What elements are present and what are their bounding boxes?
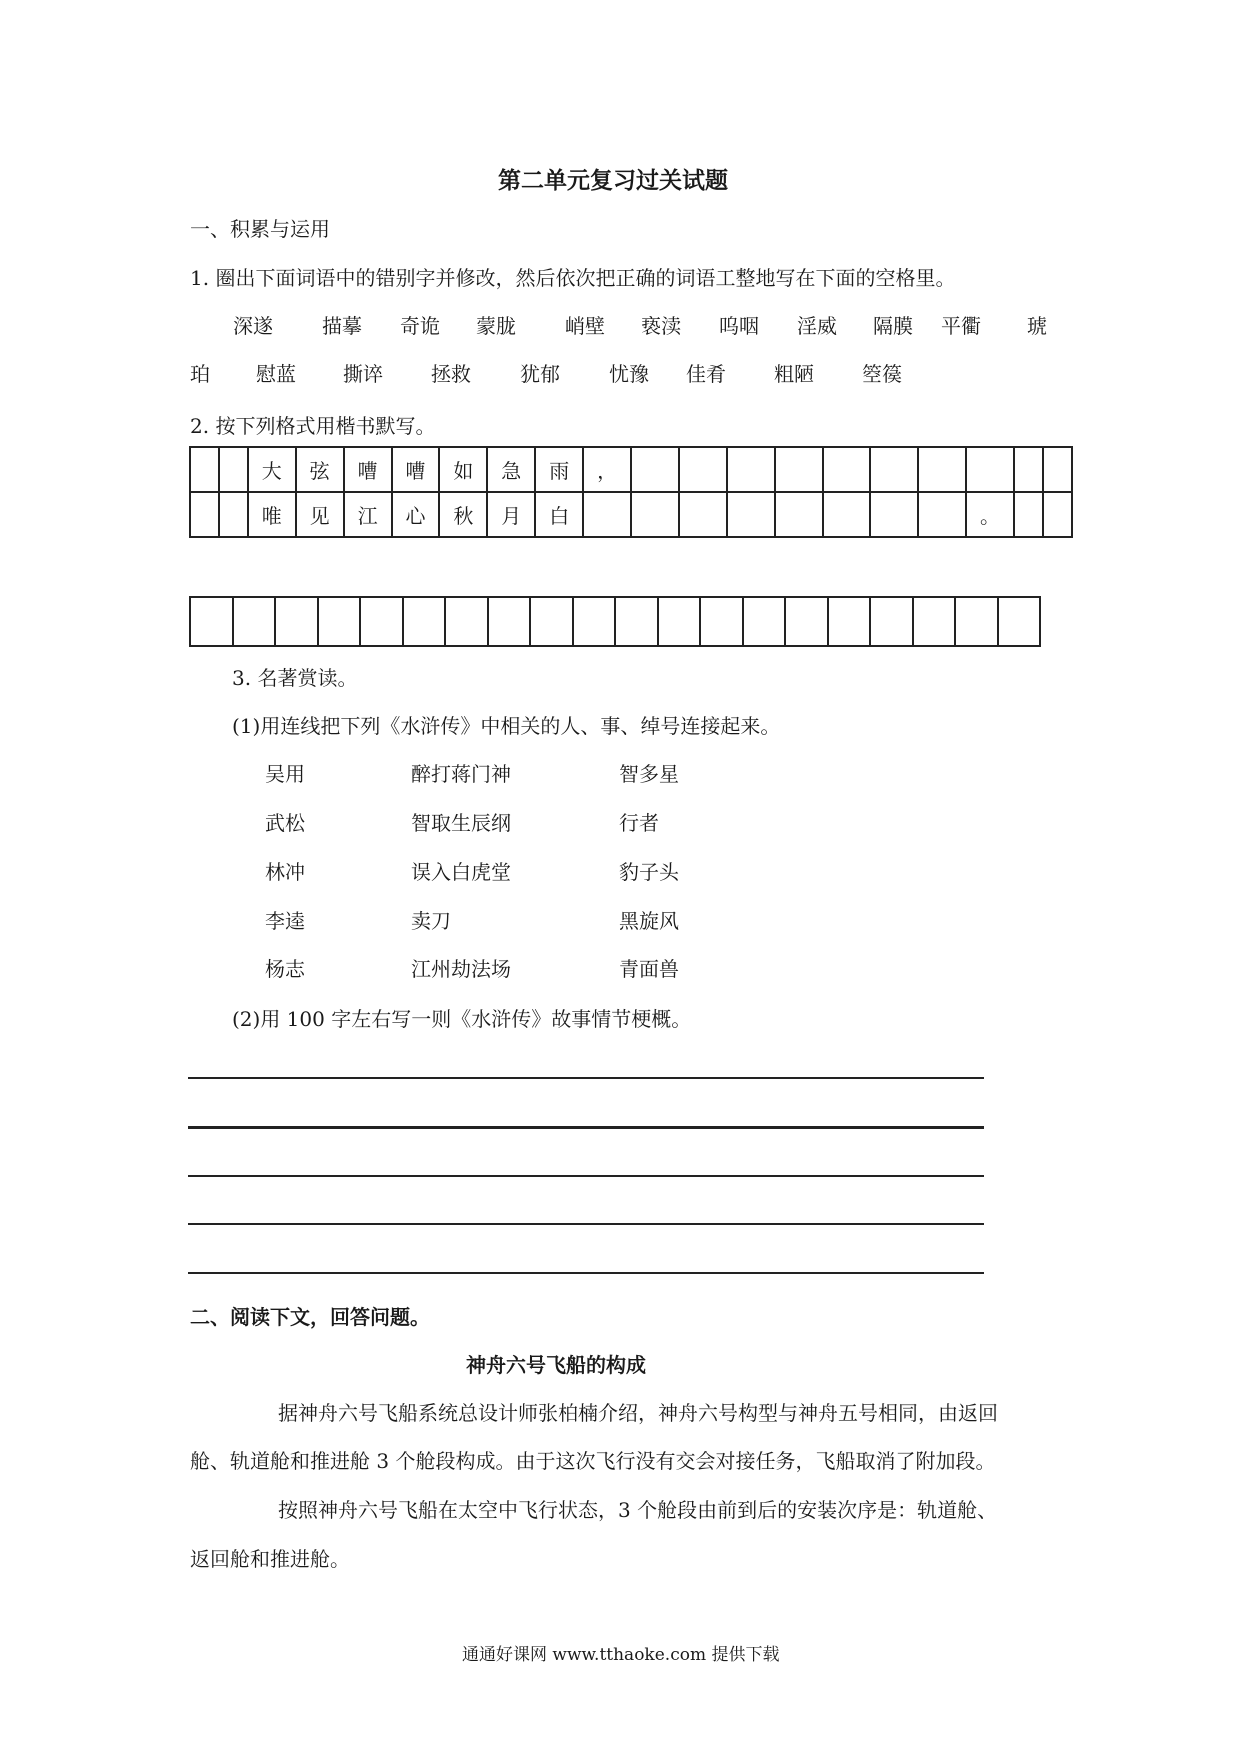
- person-item[interactable]: 吴用: [265, 762, 305, 786]
- grid-cell[interactable]: 秋: [439, 492, 487, 537]
- answer-cell[interactable]: [870, 597, 913, 646]
- grid-cell[interactable]: [918, 447, 966, 492]
- grid-cell[interactable]: 江: [344, 492, 392, 537]
- answer-cell[interactable]: [530, 597, 573, 646]
- grid-cell[interactable]: 嘈: [344, 447, 392, 492]
- word-item: 呜咽: [719, 314, 759, 338]
- answer-cell[interactable]: [615, 597, 658, 646]
- word-item: 平衢: [941, 314, 981, 338]
- answer-line-5: [188, 1272, 984, 1274]
- nickname-item[interactable]: 智多星: [619, 762, 679, 786]
- grid-cell[interactable]: [583, 492, 631, 537]
- dictation-grid: [189, 446, 1073, 538]
- passage-line-3: 按照神舟六号飞船在太空中飞行状态，3 个舱段由前到后的安装次序是：轨道舱、: [278, 1498, 998, 1522]
- grid-cell[interactable]: 白: [535, 492, 583, 537]
- answer-line-4: [188, 1223, 984, 1225]
- event-item[interactable]: 醉打蒋门神: [411, 762, 511, 786]
- grid-cell[interactable]: 如: [439, 447, 487, 492]
- event-item[interactable]: 卖刀: [411, 909, 451, 933]
- answer-cell[interactable]: [318, 597, 361, 646]
- section-1-heading: 一、积累与运用: [190, 217, 330, 241]
- grid-cell[interactable]: [1014, 447, 1043, 492]
- word-item: 描摹: [322, 314, 362, 338]
- grid-cell[interactable]: [679, 447, 727, 492]
- word-item: 撕谇: [343, 362, 383, 386]
- word-item: 箜篌: [862, 362, 902, 386]
- answer-line-3: [188, 1175, 984, 1177]
- word-item: 淫威: [797, 314, 837, 338]
- grid-cell[interactable]: [775, 447, 823, 492]
- footer-text: 通通好课网 www.tthaoke.com 提供下载: [462, 1645, 780, 1665]
- word-item: 佳肴: [686, 362, 726, 386]
- grid-cell[interactable]: [219, 492, 248, 537]
- grid-cell[interactable]: [219, 447, 248, 492]
- answer-cell[interactable]: [700, 597, 743, 646]
- answer-grid: [189, 596, 1041, 647]
- answer-cell[interactable]: [955, 597, 998, 646]
- event-item[interactable]: 误入白虎堂: [411, 860, 511, 884]
- grid-cell[interactable]: [727, 447, 775, 492]
- nickname-item[interactable]: 行者: [619, 811, 659, 835]
- grid-cell[interactable]: [727, 492, 775, 537]
- grid-cell[interactable]: [679, 492, 727, 537]
- word-item: 奇诡: [400, 314, 440, 338]
- grid-cell[interactable]: 心: [392, 492, 440, 537]
- page-title: 第二单元复习过关试题: [498, 168, 728, 194]
- answer-cell[interactable]: [785, 597, 828, 646]
- answer-cell[interactable]: [190, 597, 233, 646]
- word-item: 拯救: [431, 362, 471, 386]
- person-item[interactable]: 杨志: [265, 957, 305, 981]
- answer-cell[interactable]: [743, 597, 786, 646]
- grid-cell[interactable]: [190, 447, 219, 492]
- answer-cell[interactable]: [658, 597, 701, 646]
- grid-cell[interactable]: 嘈: [392, 447, 440, 492]
- nickname-item[interactable]: 黑旋风: [619, 909, 679, 933]
- grid-cell[interactable]: 月: [487, 492, 535, 537]
- word-item: 亵渎: [641, 314, 681, 338]
- answer-cell[interactable]: [445, 597, 488, 646]
- grid-cell[interactable]: [190, 492, 219, 537]
- grid-cell[interactable]: 。: [966, 492, 1014, 537]
- passage-line-1: 据神舟六号飞船系统总设计师张柏楠介绍，神舟六号构型与神舟五号相同，由返回: [278, 1401, 998, 1425]
- question-3-sub-1: (1)用连线把下列《水浒传》中相关的人、事、绰号连接起来。: [232, 714, 781, 738]
- grid-cell[interactable]: [823, 492, 871, 537]
- word-item: 慰蓝: [256, 362, 296, 386]
- grid-cell[interactable]: 见: [296, 492, 344, 537]
- grid-cell[interactable]: [1014, 492, 1043, 537]
- word-item: 蒙胧: [476, 314, 516, 338]
- grid-cell[interactable]: [775, 492, 823, 537]
- section-2-heading: 二、阅读下文，回答问题。: [190, 1305, 430, 1329]
- event-item[interactable]: 江州劫法场: [411, 957, 511, 981]
- grid-cell[interactable]: [1043, 447, 1072, 492]
- person-item[interactable]: 李逵: [265, 909, 305, 933]
- word-item: 粗陋: [774, 362, 814, 386]
- grid-cell[interactable]: [966, 447, 1014, 492]
- word-item: 深遂: [233, 314, 273, 338]
- person-item[interactable]: 林冲: [265, 860, 305, 884]
- grid-cell[interactable]: [870, 492, 918, 537]
- event-item[interactable]: 智取生辰纲: [411, 811, 511, 835]
- grid-cell[interactable]: 雨: [535, 447, 583, 492]
- question-1-text: 1. 圈出下面词语中的错别字并修改，然后依次把正确的词语工整地写在下面的空格里。: [190, 266, 956, 290]
- grid-cell[interactable]: [918, 492, 966, 537]
- answer-cell[interactable]: [828, 597, 871, 646]
- answer-cell[interactable]: [275, 597, 318, 646]
- grid-cell[interactable]: 急: [487, 447, 535, 492]
- nickname-item[interactable]: 豹子头: [619, 860, 679, 884]
- question-3-text: 3. 名著赏读。: [232, 666, 358, 690]
- grid-cell[interactable]: [631, 492, 679, 537]
- word-item: 珀: [190, 362, 210, 386]
- word-item: 琥: [1027, 314, 1047, 338]
- answer-cell[interactable]: [998, 597, 1041, 646]
- grid-cell[interactable]: [870, 447, 918, 492]
- word-item: 犹郁: [520, 362, 560, 386]
- grid-cell[interactable]: [1043, 492, 1072, 537]
- grid-cell[interactable]: 唯: [248, 492, 296, 537]
- word-item: 峭壁: [565, 314, 605, 338]
- answer-line-2: [188, 1126, 984, 1129]
- grid-cell[interactable]: [823, 447, 871, 492]
- answer-line-1: [188, 1077, 984, 1079]
- answer-cell[interactable]: [913, 597, 956, 646]
- word-item: 隔膜: [873, 314, 913, 338]
- answer-cell[interactable]: [360, 597, 403, 646]
- grid-cell[interactable]: 弦: [296, 447, 344, 492]
- answer-cell[interactable]: [403, 597, 446, 646]
- passage-title: 神舟六号飞船的构成: [466, 1353, 646, 1377]
- person-item[interactable]: 武松: [265, 811, 305, 835]
- grid-cell[interactable]: ，: [583, 447, 631, 492]
- question-2-text: 2. 按下列格式用楷书默写。: [190, 414, 436, 438]
- grid-cell[interactable]: [631, 447, 679, 492]
- nickname-item[interactable]: 青面兽: [619, 957, 679, 981]
- passage-line-2: 舱、轨道舱和推进舱 3 个舱段构成。由于这次飞行没有交会对接任务，飞船取消了附加段。: [190, 1449, 996, 1473]
- question-3-sub-2: (2)用 100 字左右写一则《水浒传》故事情节梗概。: [232, 1007, 692, 1031]
- answer-cell[interactable]: [233, 597, 276, 646]
- grid-cell[interactable]: 大: [248, 447, 296, 492]
- passage-line-4: 返回舱和推进舱。: [190, 1547, 350, 1571]
- answer-cell[interactable]: [488, 597, 531, 646]
- answer-cell[interactable]: [573, 597, 616, 646]
- word-item: 忧豫: [609, 362, 649, 386]
